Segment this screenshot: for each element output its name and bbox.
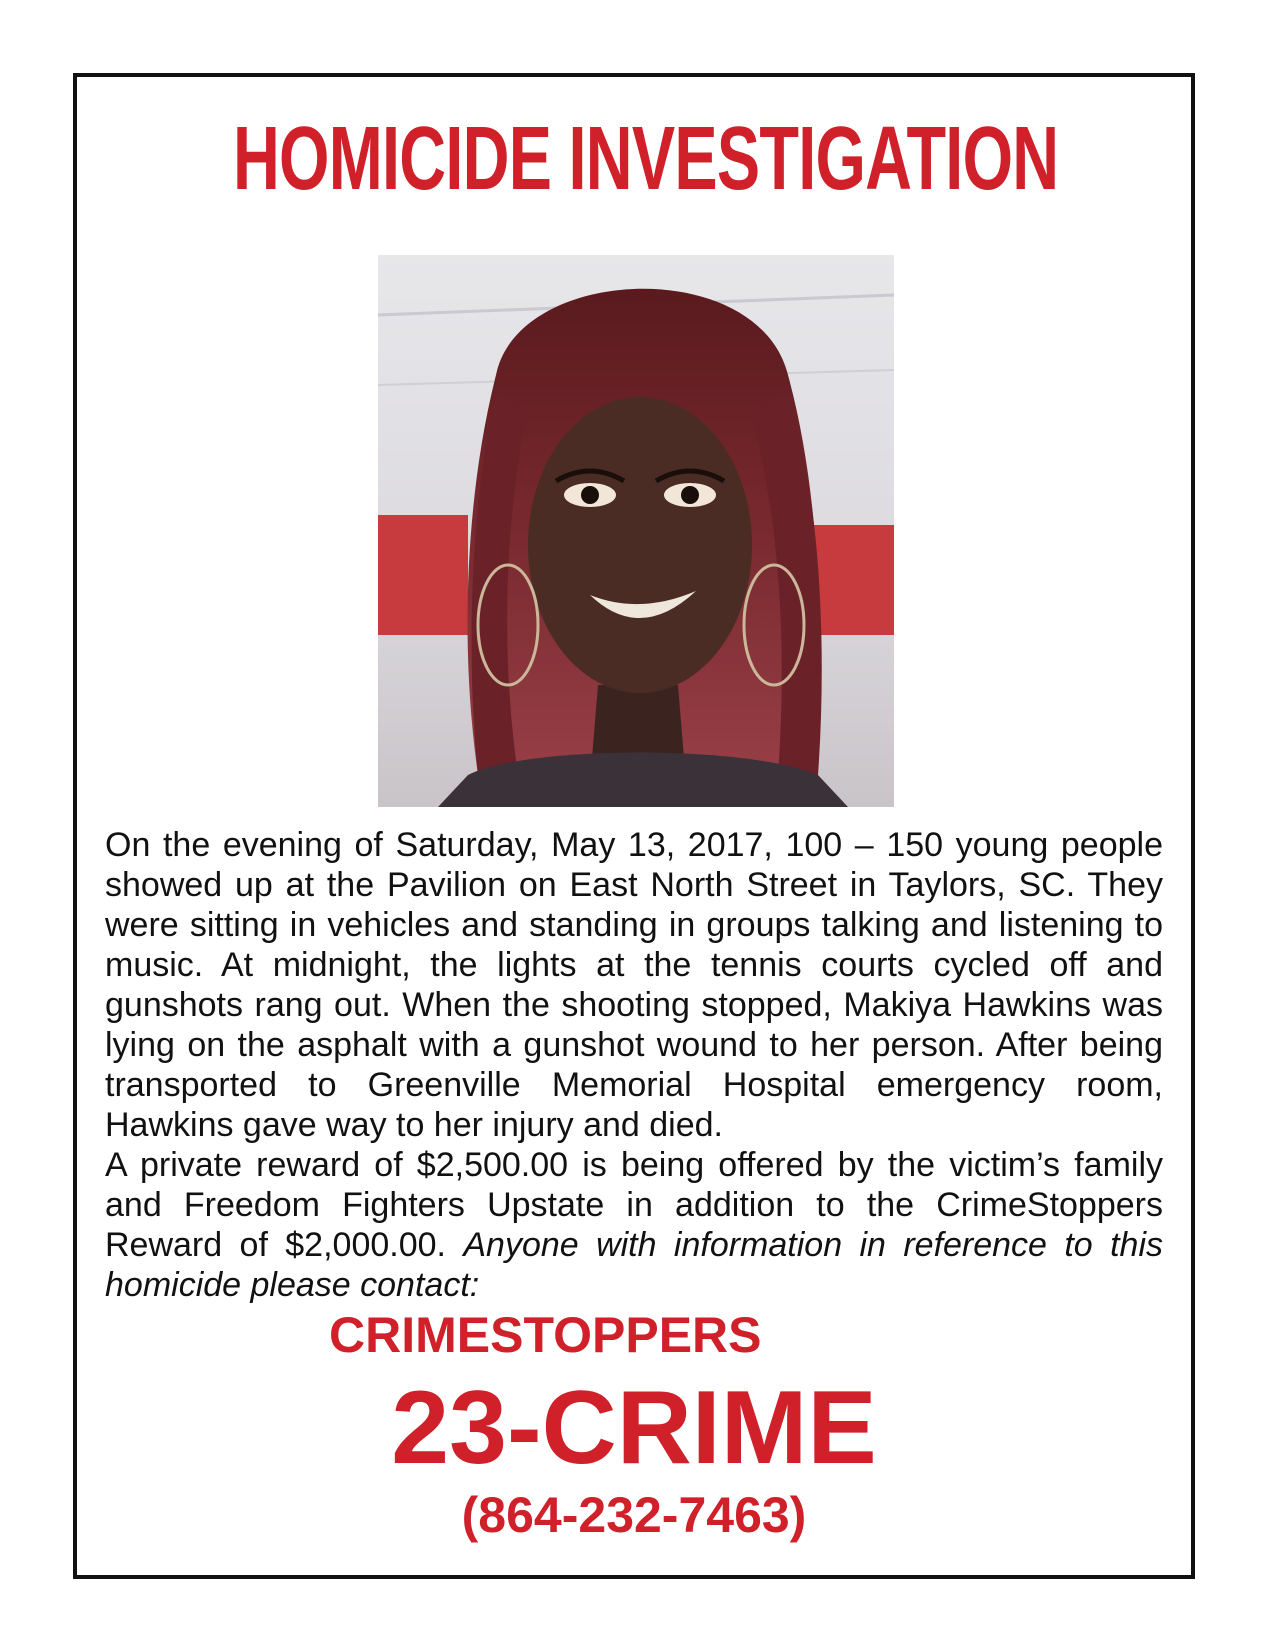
reward-paragraph bbox=[105, 1145, 1163, 1305]
incident-paragraph: On the evening of Saturday, May 13, 2017, 100 – 150 young people showed up at the Pavilion on East North Street in Taylors, SC. They were sitting in vehicles and standing in groups talking and listening to music. At midnight, the lights at the tennis courts cycled off and gunshots rang out. When the shooting stopped, Makiya Hawkins was lying on the asphalt with a gunshot wound to her person. After being transported to Greenville Memorial Hospital emergency room, Hawkins gave way to her injury and died. bbox=[105, 826, 1163, 1144]
crimestoppers-short-number: 23-CRIME bbox=[391, 1370, 877, 1486]
victim-photo bbox=[378, 255, 894, 807]
victim-photo-image bbox=[378, 255, 894, 807]
crimestoppers-label: CRIMESTOPPERS bbox=[329, 1307, 762, 1363]
contact-prompt: Anyone with information in reference to this homicide please contact: bbox=[105, 1226, 1163, 1304]
poster-frame bbox=[73, 73, 1195, 1579]
case-description bbox=[105, 825, 1163, 1305]
poster-title: HOMICIDE INVESTIGATION bbox=[232, 109, 1059, 209]
crimestoppers-phone: (864-232-7463) bbox=[461, 1487, 807, 1543]
reward-text: A private reward of $2,500.00 is being offered by the victim’s family and Freedom Fighters Upstate in addition to the CrimeStoppers Reward of $2,000.00. bbox=[105, 1146, 1163, 1264]
